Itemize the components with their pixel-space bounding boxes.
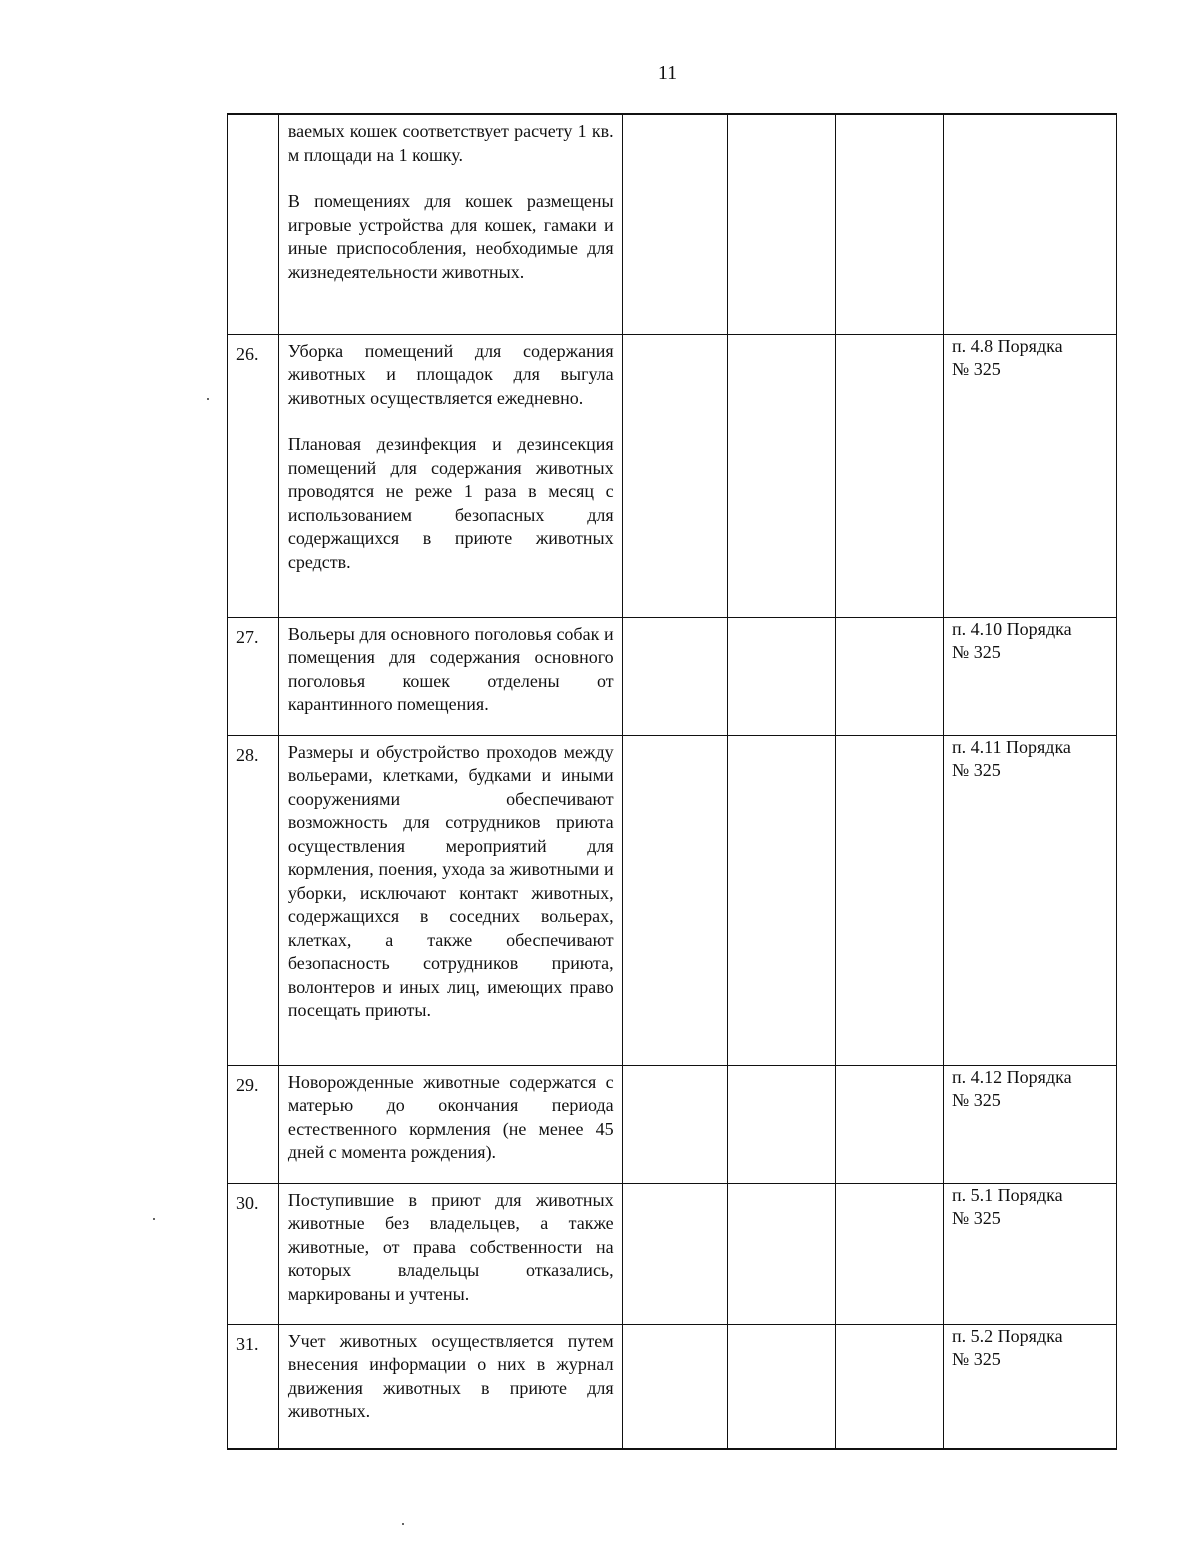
answer-cell: [728, 1324, 836, 1449]
reference-line: п. 4.10 Порядка: [952, 618, 1072, 639]
reference-cell: [944, 1324, 1117, 1449]
requirement-text: [278, 1324, 622, 1449]
answer-cell: [836, 1183, 944, 1324]
requirement-text: [278, 617, 622, 735]
requirement-text: [278, 735, 622, 1065]
reference-cell: [944, 334, 1117, 617]
table-row: [228, 334, 1117, 617]
requirement-text: [278, 1183, 622, 1324]
answer-cell: [728, 1183, 836, 1324]
table-row: [228, 617, 1117, 735]
reference-line: № 325: [952, 760, 1001, 780]
scan-speck: [207, 398, 209, 400]
requirement-paragraph: Вольеры для основного поголовья собак и помещения для содержания основного поголовья кошек отделены от карантинного помещения.: [287, 623, 614, 714]
requirement-text: [278, 1065, 622, 1183]
table-row: [228, 1065, 1117, 1183]
requirement-paragraph: Плановая дезинфекция и дезинсекция помещений для содержания животных проводятся не реже 1 раза в месяц с использованием безопасных для содержащихся в приюте животных средств.: [287, 434, 614, 572]
requirement-text: [278, 334, 622, 617]
answer-cell: [728, 114, 836, 334]
reference-line: № 325: [952, 1349, 1001, 1369]
row-number: 27.: [228, 617, 279, 735]
reference-line: п. 5.2 Порядка: [952, 1325, 1063, 1346]
row-number: [228, 114, 279, 334]
row-number: 28.: [228, 735, 279, 1065]
answer-cell: [622, 617, 728, 735]
answer-cell: [728, 735, 836, 1065]
answer-cell: [622, 1065, 728, 1183]
answer-cell: [836, 1324, 944, 1449]
answer-cell: [836, 1065, 944, 1183]
row-number: 29.: [228, 1065, 279, 1183]
answer-cell: [622, 735, 728, 1065]
table-row: [228, 1183, 1117, 1324]
page-number: 11: [657, 62, 678, 84]
requirement-paragraph: Поступившие в приют для животных животные без владельцев, а также животные, от права собственности на которых владельцы отказались, маркированы и учтены.: [287, 1189, 614, 1304]
row-number: 30.: [228, 1183, 279, 1324]
reference-line: № 325: [952, 1208, 1001, 1228]
reference-line: № 325: [952, 642, 1001, 662]
scan-speck: [153, 1218, 155, 1220]
reference-line: п. 5.1 Порядка: [952, 1184, 1063, 1205]
answer-cell: [622, 1183, 728, 1324]
answer-cell: [728, 1065, 836, 1183]
requirement-paragraph: Уборка помещений для содержания животных и площадок для выгула животных осуществляется ежедневно.: [287, 340, 614, 408]
reference-cell: [944, 1183, 1117, 1324]
answer-cell: [622, 1324, 728, 1449]
reference-cell: [944, 735, 1117, 1065]
answer-cell: [728, 617, 836, 735]
requirement-paragraph: Новорожденные животные содержатся с матерью до окончания периода естественного кормления (не менее 45 дней с момента рождения).: [287, 1071, 614, 1162]
answer-cell: [728, 334, 836, 617]
reference-cell: [944, 617, 1117, 735]
answer-cell: [836, 617, 944, 735]
reference-line: п. 4.11 Порядка: [952, 736, 1071, 757]
requirement-paragraph: Учет животных осуществляется путем внесения информации о них в журнал движения животных в приюте для животных.: [287, 1330, 614, 1421]
answer-cell: [622, 334, 728, 617]
reference-line: п. 4.8 Порядка: [952, 335, 1063, 356]
reference-cell: [944, 114, 1117, 334]
requirement-paragraph: ваемых кошек соответствует расчету 1 кв. м площади на 1 кошку.: [287, 121, 614, 165]
answer-cell: [836, 334, 944, 617]
answer-cell: [836, 114, 944, 334]
reference-line: п. 4.12 Порядка: [952, 1066, 1072, 1087]
row-number: 26.: [228, 334, 279, 617]
table-row: [228, 1324, 1117, 1449]
scan-speck: [402, 1523, 404, 1525]
row-number: 31.: [228, 1324, 279, 1449]
requirement-paragraph: В помещениях для кошек размещены игровые устройства для кошек, гамаки и иные приспособления, необходимые для жизнедеятельности животных.: [287, 191, 614, 282]
requirements-table: [227, 113, 1117, 1450]
table-row: [228, 114, 1117, 334]
reference-cell: [944, 1065, 1117, 1183]
table-row: [228, 735, 1117, 1065]
requirement-paragraph: Размеры и обустройство проходов между вольерами, клетками, будками и иными сооружениями обеспечивают возможность для сотрудников приюта осуществления мероприятий для кормления, поения, ухода за животными и уборки, исключают контакт животных, содержащихся в соседних вольерах, клетках, а также обеспечивают безопасность сотрудников приюта, волонтеров и иных лиц, имеющих право посещать приюты.: [287, 741, 614, 1020]
answer-cell: [836, 735, 944, 1065]
reference-line: № 325: [952, 1090, 1001, 1110]
requirement-text: [278, 114, 622, 334]
reference-line: № 325: [952, 359, 1001, 379]
answer-cell: [622, 114, 728, 334]
